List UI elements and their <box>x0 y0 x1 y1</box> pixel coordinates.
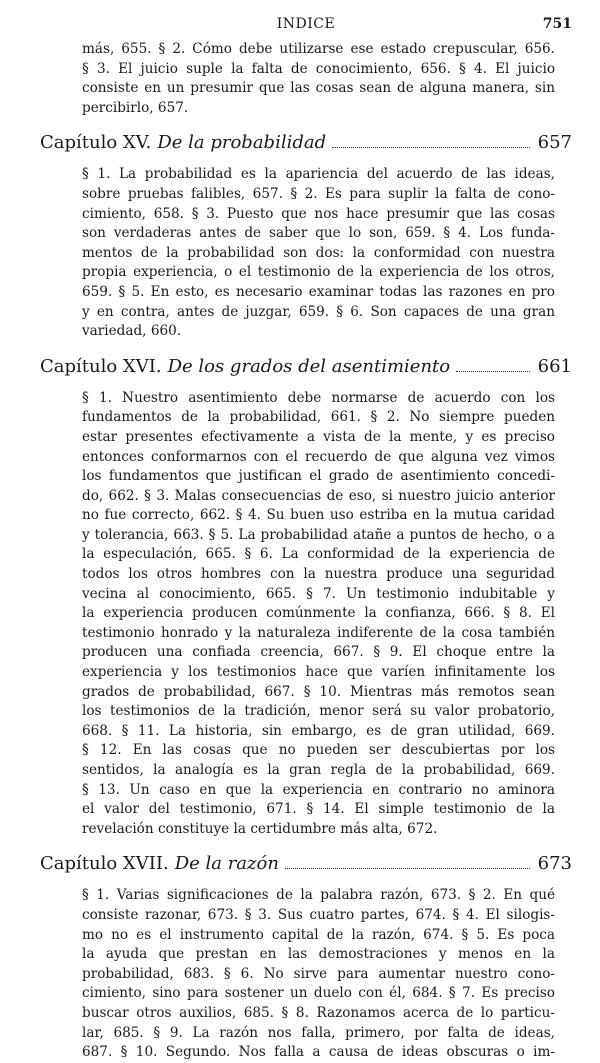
text-line: cimiento, 658. § 3. Puesto que nos hace presumir que las cosas <box>82 205 555 222</box>
text-line: revelación constituye la certidumbre más alta, 672. <box>82 820 438 837</box>
chapter-title: De la razón <box>174 853 279 875</box>
text-line: percibirlo, 657. <box>82 99 189 116</box>
text-line: y tolerancia, 663. § 5. La probabilidad atañe a puntos de hecho, o a <box>82 526 555 543</box>
text-line: la ayuda que prestan en las demostraciones y menos en la <box>82 946 555 963</box>
text-line: 687. § 10. Segundo. Nos falla a causa de ideas obscuras o im- <box>82 1044 555 1061</box>
dot-leader <box>332 147 530 148</box>
running-title: INDICE <box>276 16 336 32</box>
text-line: la experiencia producen comúnmente la confianza, 666. § 8. El <box>82 605 555 622</box>
text-line: los testimonios de la tradición, menor será su valor probatorio, <box>82 703 555 720</box>
text-line: todos los otros hombres con la nuestra produce una seguridad <box>82 566 555 583</box>
text-line: testimonio honrado y la naturaleza indiferente de la cosa también <box>82 624 555 641</box>
text-line: los fundamentos que justifican el grado de asentimiento concedi- <box>82 468 555 485</box>
text-line: 668. § 11. La historia, sin embargo, es de gran utilidad, 669. <box>82 722 555 739</box>
text-line: mo no es el instrumento capital de la razón, 674. § 5. Es poca <box>82 926 555 943</box>
chapter-heading <box>40 354 572 380</box>
chapter-title: De la probabilidad <box>157 132 327 154</box>
text-line: lar, 685. § 9. La razón nos falla, primero, por falta de ideas, <box>82 1024 555 1041</box>
text-line: consiste razonar, 673. § 3. Sus cuatro partes, 674. § 4. El silogis- <box>82 906 555 923</box>
dot-leader <box>285 868 530 869</box>
text-line: producen una confiada creencia, 667. § 9. El choque entre la <box>82 644 555 661</box>
text-line: propia experiencia, o el testimonio de la experiencia de los otros, <box>82 264 555 281</box>
text-line: sentidos, la analogía es la gran regla de la probabilidad, 669. <box>82 762 555 778</box>
text-line: experiencia y los testimonios hace que varíen infinitamente los <box>82 664 555 681</box>
text-line: § 13. Un caso en que la experiencia en contrario no aminora <box>82 781 555 798</box>
chapter-label: Capítulo XVI. <box>40 355 162 377</box>
chapter-heading <box>40 851 572 877</box>
text-line: § 1. Nuestro asentimiento debe normarse de acuerdo con los <box>82 389 555 406</box>
text-line: y en contra, antes de juzgar, 659. § 6. Son capaces de una gran <box>82 303 555 320</box>
running-header <box>40 16 572 38</box>
text-line: no fue correcto, 662. § 4. Su buen uso estriba en la mutua caridad <box>82 507 555 524</box>
text-line: la especulación, 665. § 6. La conformidad de la experiencia de <box>82 546 555 563</box>
text-line: fundamentos de la probabilidad, 661. § 2. No siempre pueden <box>82 409 555 426</box>
dot-leader <box>456 371 530 372</box>
chapter-label: Capítulo XVII. <box>40 853 169 875</box>
chapter-label: Capítulo XV. <box>40 132 152 154</box>
text-line: más, 655. § 2. Cómo debe utilizarse ese estado crepuscular, 656. <box>82 41 555 57</box>
section-summary <box>82 886 555 1062</box>
text-line: § 3. El juicio suple la falta de conocimiento, 656. § 4. El juicio <box>82 60 555 77</box>
text-line: § 1. Varias significaciones de la palabra razón, 673. § 2. En qué <box>82 887 555 904</box>
text-line: probabilidad, 683. § 6. No sirve para aumentar nuestro cono- <box>82 965 555 982</box>
chapter-title: De los grados del asentimiento <box>167 355 451 377</box>
section-summary <box>82 165 555 341</box>
index-content <box>0 40 600 1063</box>
text-line: do, 662. § 3. Malas consecuencias de eso, si nuestro juicio anterior <box>82 487 555 504</box>
text-line: vecina al conocimiento, 665. § 7. Un testimonio indubitable y <box>82 585 555 602</box>
text-line: § 1. La probabilidad es la apariencia del acuerdo de las ideas, <box>82 166 555 183</box>
section-summary <box>82 389 555 840</box>
chapter-heading <box>40 130 572 156</box>
text-line: buscar otros auxilios, 685. § 8. Razonamos acerca de lo particu- <box>82 1004 555 1021</box>
text-line: variedad, 660. <box>82 323 182 340</box>
text-line: el valor del testimonio, 671. § 14. El simple testimonio de la <box>82 801 555 818</box>
page-number: 751 <box>542 16 572 32</box>
text-line: § 12. En las cosas que no pueden ser descubiertas por los <box>82 742 555 759</box>
chapter-page: 657 <box>537 132 572 154</box>
chapter-page: 661 <box>537 355 572 377</box>
text-line: grados de probabilidad, 667. § 10. Mientras más remotos sean <box>82 683 555 700</box>
text-line: sobre pruebas falibles, 657. § 2. Es para suplir la falta de cono- <box>82 185 555 202</box>
text-line: entonces conformarnos con el recuerdo de que alguna vez vimos <box>82 448 555 465</box>
text-line: estar presentes efectivamente a vista de la mente, y es preciso <box>82 428 555 445</box>
chapter-page: 673 <box>537 853 572 875</box>
text-line: mentos de la probabilidad son dos: la conformidad con nuestra <box>82 244 555 261</box>
text-line: 659. § 5. En esto, es necesario examinar todas las razones en pro <box>82 283 555 300</box>
section-summary <box>82 40 555 118</box>
text-line: son verdaderas antes de saber que lo son, 659. § 4. Los funda- <box>82 225 555 242</box>
text-line: consiste en un presumir que las cosas sean de alguna manera, sin <box>82 80 555 97</box>
text-line: cimiento, sino para sostener un duelo con él, 684. § 7. Es preciso <box>82 985 555 1002</box>
